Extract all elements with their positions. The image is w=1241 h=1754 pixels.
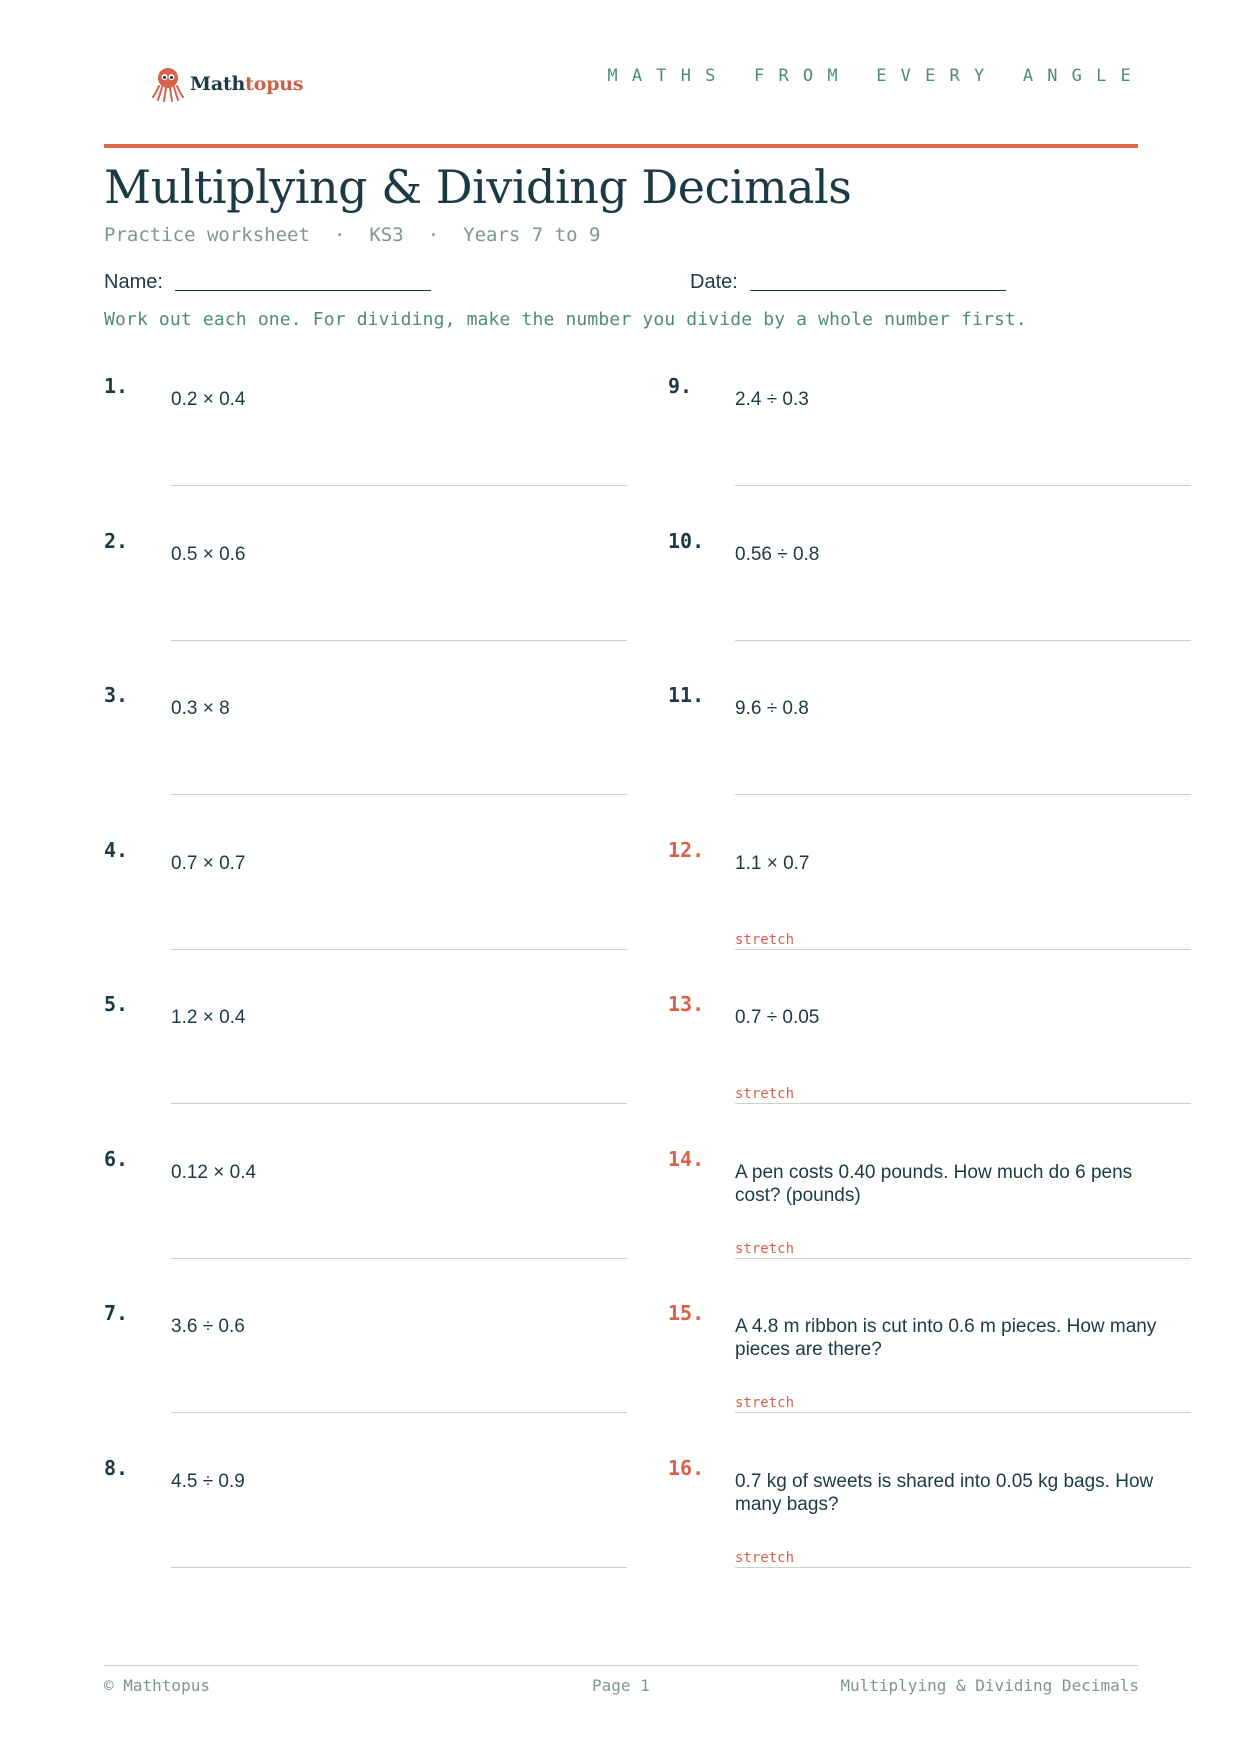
question-item bbox=[668, 838, 1188, 978]
answer-line[interactable] bbox=[171, 1567, 627, 1568]
question-text: 1.2 × 0.4 bbox=[171, 1007, 246, 1028]
question-item bbox=[104, 529, 624, 669]
question-text: 0.7 ÷ 0.05 bbox=[735, 1007, 820, 1028]
name-write-line[interactable] bbox=[175, 270, 431, 291]
question-text: 0.7 kg of sweets is shared into 0.05 kg bags. How many bags? bbox=[735, 1470, 1154, 1515]
stretch-tag: stretch bbox=[735, 1240, 795, 1257]
question-item bbox=[104, 1147, 624, 1287]
brand-logo bbox=[152, 66, 303, 102]
stretch-tag: stretch bbox=[735, 1086, 795, 1102]
question-item bbox=[104, 838, 624, 978]
footer-copyright: © Mathtopus bbox=[104, 1676, 210, 1695]
question-item bbox=[104, 683, 624, 823]
subtitle-years: Years 7 to 9 bbox=[463, 224, 601, 246]
brand-name: Mathtopus bbox=[190, 73, 304, 95]
question-number: 2. bbox=[104, 528, 129, 553]
stretch-tag: stretch bbox=[735, 1395, 795, 1411]
question-item bbox=[104, 992, 624, 1132]
question-item bbox=[668, 1456, 1188, 1596]
instructions: Work out each one. For dividing, make the number you divide by a whole number first. bbox=[104, 309, 1027, 330]
question-text: 0.3 × 8 bbox=[171, 698, 230, 719]
question-number: 1. bbox=[104, 374, 129, 398]
question-item bbox=[104, 1301, 624, 1441]
question-text: 0.12 × 0.4 bbox=[171, 1161, 257, 1183]
page-title: Multiplying & Dividing Decimals bbox=[104, 160, 852, 214]
answer-line[interactable] bbox=[171, 1412, 627, 1413]
subtitle-separator: · bbox=[427, 224, 440, 246]
octopus-icon bbox=[152, 66, 184, 102]
subtitle-separator: · bbox=[333, 224, 346, 246]
subtitle-type: Practice worksheet bbox=[104, 224, 310, 246]
question-item bbox=[668, 1147, 1188, 1287]
answer-line[interactable] bbox=[171, 1103, 627, 1104]
question-number: 5. bbox=[104, 992, 129, 1016]
subtitle-stage: KS3 bbox=[369, 224, 404, 246]
footer-rule bbox=[104, 1665, 1138, 1666]
question-number: 3. bbox=[104, 683, 129, 707]
question-item bbox=[104, 1456, 624, 1596]
question-text: 2.4 ÷ 0.3 bbox=[735, 389, 809, 410]
question-number: 16. bbox=[668, 1455, 705, 1480]
question-item bbox=[668, 992, 1188, 1132]
question-number: 8. bbox=[104, 1455, 129, 1480]
answer-line[interactable] bbox=[735, 1258, 1191, 1259]
question-number: 11. bbox=[668, 683, 705, 707]
question-item bbox=[668, 683, 1188, 823]
question-number: 10. bbox=[668, 528, 705, 553]
stretch-tag: stretch bbox=[735, 1549, 795, 1566]
worksheet-subtitle bbox=[104, 224, 600, 246]
question-text: 0.7 × 0.7 bbox=[171, 852, 246, 874]
answer-line[interactable] bbox=[735, 949, 1191, 950]
header-rule bbox=[104, 144, 1138, 148]
answer-line[interactable] bbox=[171, 1258, 627, 1259]
question-item bbox=[104, 374, 624, 514]
answer-line[interactable] bbox=[171, 485, 627, 486]
question-text: 0.56 ÷ 0.8 bbox=[735, 543, 820, 565]
question-text: 1.1 × 0.7 bbox=[735, 852, 810, 874]
question-number: 13. bbox=[668, 992, 705, 1016]
question-number: 6. bbox=[104, 1146, 129, 1171]
date-field bbox=[690, 270, 1006, 294]
question-text: 3.6 ÷ 0.6 bbox=[171, 1316, 245, 1337]
question-number: 4. bbox=[104, 837, 129, 862]
answer-line[interactable] bbox=[171, 640, 627, 641]
answer-line[interactable] bbox=[735, 1567, 1191, 1568]
name-field bbox=[104, 270, 431, 294]
question-text: 0.5 × 0.6 bbox=[171, 543, 246, 565]
answer-line[interactable] bbox=[735, 794, 1191, 795]
date-write-line[interactable] bbox=[750, 270, 1006, 291]
name-label: Name: bbox=[104, 271, 163, 293]
answer-line[interactable] bbox=[735, 640, 1191, 641]
question-item bbox=[668, 1301, 1188, 1441]
answer-line[interactable] bbox=[735, 1412, 1191, 1413]
answer-line[interactable] bbox=[735, 485, 1191, 486]
footer-doc-title: Multiplying & Dividing Decimals bbox=[840, 1676, 1139, 1695]
question-number: 12. bbox=[668, 837, 705, 862]
question-number: 7. bbox=[104, 1301, 129, 1325]
question-number: 9. bbox=[668, 374, 693, 398]
answer-line[interactable] bbox=[171, 949, 627, 950]
question-item bbox=[668, 529, 1188, 669]
question-text: A pen costs 0.40 pounds. How much do 6 pens cost? (pounds) bbox=[735, 1161, 1133, 1206]
question-text: 9.6 ÷ 0.8 bbox=[735, 698, 809, 719]
question-text: 0.2 × 0.4 bbox=[171, 389, 246, 410]
question-number: 14. bbox=[668, 1146, 705, 1171]
question-item bbox=[668, 374, 1188, 514]
footer-page-number: Page 1 bbox=[592, 1676, 650, 1695]
question-text: 4.5 ÷ 0.9 bbox=[171, 1470, 245, 1492]
answer-line[interactable] bbox=[735, 1103, 1191, 1104]
date-label: Date: bbox=[690, 271, 738, 293]
question-text: A 4.8 m ribbon is cut into 0.6 m pieces. How many pieces are there? bbox=[735, 1316, 1157, 1360]
stretch-tag: stretch bbox=[735, 931, 795, 948]
brand-tagline: MATHS FROM EVERY ANGLE bbox=[607, 66, 1145, 86]
answer-line[interactable] bbox=[171, 794, 627, 795]
question-number: 15. bbox=[668, 1301, 705, 1325]
